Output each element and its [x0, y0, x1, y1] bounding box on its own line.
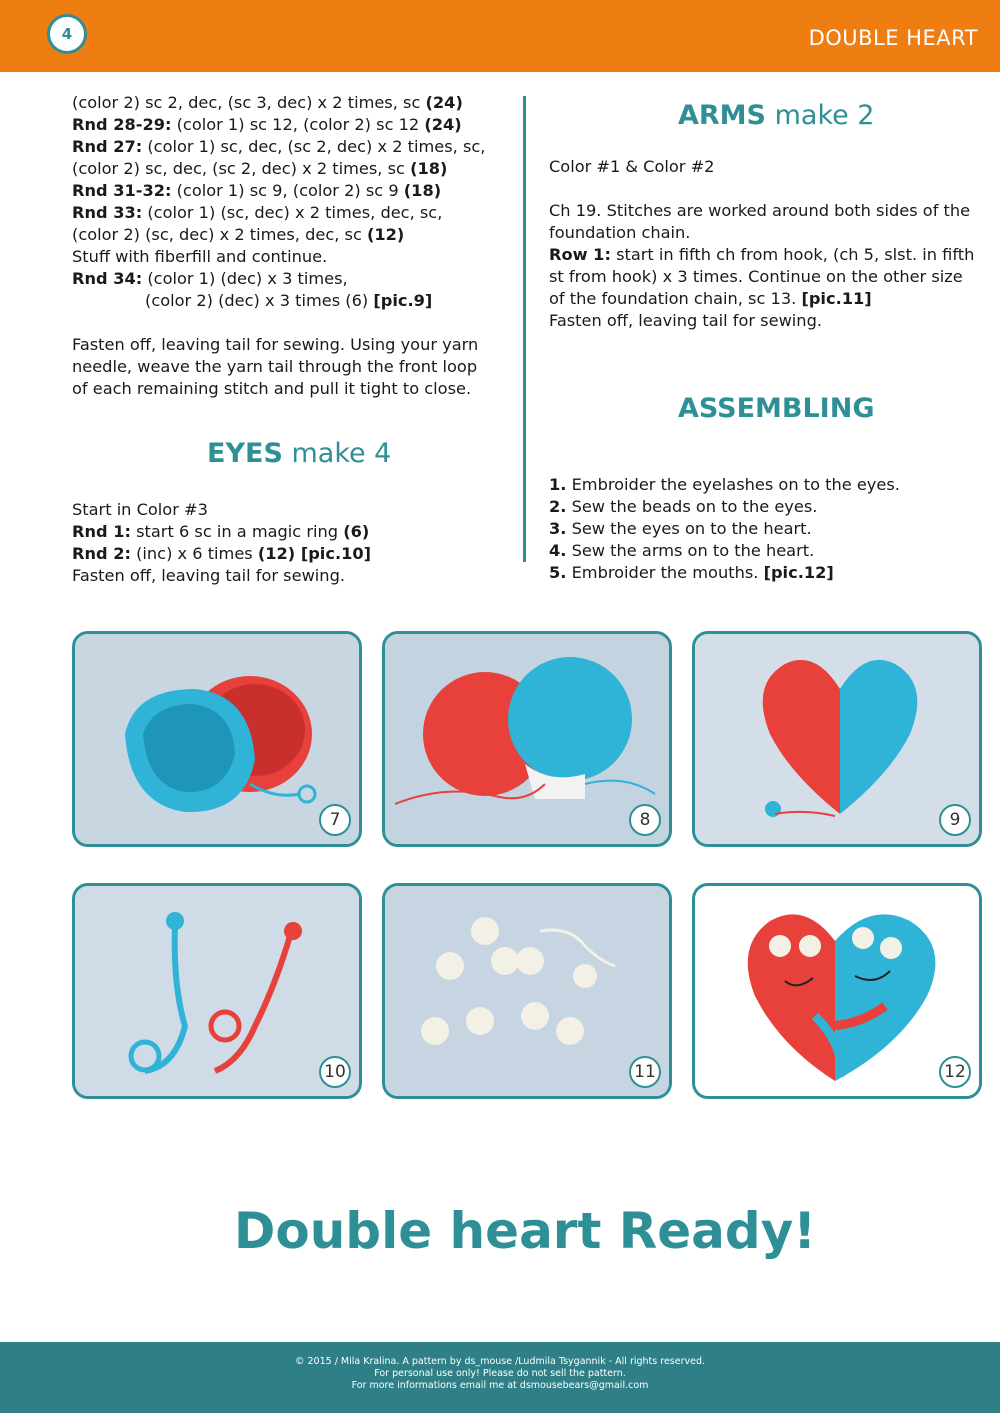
photo-number-badge: 8 — [629, 804, 661, 836]
pattern-line: Rnd 2: (inc) x 6 times (12) [pic.10] — [72, 544, 372, 563]
fasten-text: of each remaining stitch and pull it tight to close. — [72, 379, 472, 398]
pattern-line: Rnd 1: start 6 sc in a magic ring (6) — [72, 522, 370, 541]
assembling-step: 5. Embroider the mouths. [pic.12] — [549, 563, 834, 582]
photo-10 — [72, 883, 362, 1099]
pattern-line: Rnd 34: (color 1) (dec) x 3 times, — [72, 269, 348, 288]
page-header — [0, 0, 1000, 72]
arms-section — [549, 156, 989, 332]
pattern-line: Rnd 33: (color 1) (sc, dec) x 2 times, dec, sc, — [72, 203, 443, 222]
pattern-line: (color 2) (dec) x 3 times (6) [pic.9] — [145, 291, 433, 310]
pattern-line: Row 1: start in fifth ch from hook, (ch 5, slst. in fifth — [549, 245, 975, 264]
photo-number-badge: 11 — [629, 1056, 661, 1088]
pattern-line: Fasten off, leaving tail for sewing. — [549, 311, 822, 330]
photo-12 — [692, 883, 982, 1099]
pattern-line: foundation chain. — [549, 223, 691, 242]
usage-note: For personal use only! Please do not sell the pattern. — [374, 1368, 626, 1379]
pattern-line: Start in Color #3 — [72, 500, 208, 519]
eyes-heading: EYES make 4 — [207, 438, 392, 469]
eyes-section — [72, 499, 512, 587]
photo-7 — [72, 631, 362, 847]
photo-number-badge: 10 — [319, 1056, 351, 1088]
color-line: Color #1 & Color #2 — [549, 157, 715, 176]
photo-number-badge: 9 — [939, 804, 971, 836]
fasten-text: Fasten off, leaving tail for sewing. Using your yarn — [72, 335, 479, 354]
pattern-line: (color 2) sc 2, dec, (sc 3, dec) x 2 times, sc (24) — [72, 93, 463, 112]
page-footer — [0, 1342, 1000, 1413]
photo-8 — [382, 631, 672, 847]
pattern-line: of the foundation chain, sc 13. [pic.11] — [549, 289, 872, 308]
assembling-step: 4. Sew the arms on to the heart. — [549, 541, 815, 560]
pattern-line: Ch 19. Stitches are worked around both sides of the — [549, 201, 971, 220]
pattern-line: (color 2) (sc, dec) x 2 times, dec, sc (12) — [72, 225, 405, 244]
contact-email: For more informations email me at dsmousebears@gmail.com — [351, 1380, 649, 1391]
pattern-line: Stuff with fiberfill and continue. — [72, 247, 328, 266]
page-number: 4 — [47, 14, 87, 54]
assembling-step: 1. Embroider the eyelashes on to the eyes. — [549, 475, 900, 494]
ready-title: Double heart Ready! — [233, 1202, 817, 1260]
assembling-section — [549, 474, 989, 584]
photo-11 — [382, 883, 672, 1099]
assembling-step: 3. Sew the eyes on to the heart. — [549, 519, 812, 538]
arms-heading: ARMS make 2 — [678, 100, 875, 131]
copyright-text: © 2015 / Mila Kralina. A pattern by ds_mouse /Ludmila Tsygannik - All rights reserved. — [294, 1356, 706, 1367]
pattern-line: Fasten off, leaving tail for sewing. — [72, 566, 345, 585]
pattern-line: Rnd 27: (color 1) sc, dec, (sc 2, dec) x 2 times, sc, — [72, 137, 486, 156]
photo-number-badge: 7 — [319, 804, 351, 836]
pattern-line: Rnd 31-32: (color 1) sc 9, (color 2) sc 9 (18) — [72, 181, 442, 200]
photo-9 — [692, 631, 982, 847]
assembling-heading: ASSEMBLING — [678, 393, 875, 424]
column-divider — [523, 96, 526, 562]
header-title: DOUBLE HEART — [808, 26, 978, 50]
left-column — [72, 92, 512, 400]
photo-number-badge: 12 — [939, 1056, 971, 1088]
assembling-step: 2. Sew the beads on to the eyes. — [549, 497, 818, 516]
pattern-line: (color 2) sc, dec, (sc 2, dec) x 2 times, sc (18) — [72, 159, 448, 178]
pattern-line: st from hook) x 3 times. Continue on the other size — [549, 267, 963, 286]
pattern-line: Rnd 28-29: (color 1) sc 12, (color 2) sc 12 (24) — [72, 115, 462, 134]
fasten-text: needle, weave the yarn tail through the front loop — [72, 357, 478, 376]
